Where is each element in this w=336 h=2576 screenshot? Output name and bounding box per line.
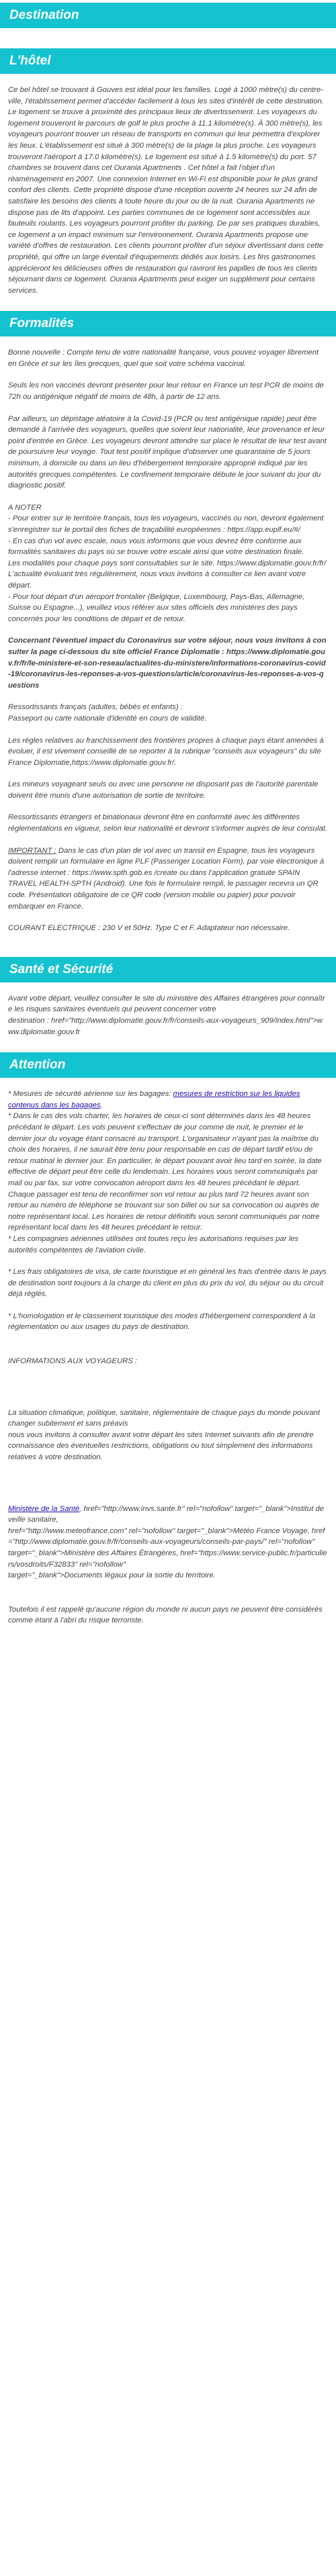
formalites-paragraph-2: Seuls les non vaccinés devront présenter pour leur retour en France un test PCR de moins de 72h ou antigénique négatif de moins de 48h, à partir de 12 ans. <box>8 381 324 402</box>
formalites-paragraph-7: Les règles relatives au franchissement des frontières propres à chaque pays étant amenées à évoluer, il est vivement conseillé de se reporter à la rubrique "conseils aux voyageurs" du site France Diplomatie,https://www.diplomatie.gouv.fr/. <box>8 736 324 767</box>
formalites-paragraph-8: Les mineurs voyageant seuls ou avec une personne ne disposant pas de l'autorité parentale doivent être munis d'une autorisation de sortie de territoire. <box>8 780 319 800</box>
attention-p6-rest: , href="http://www.invs.sante.fr" rel="nofollow" target="_blank">Institut de veille sanitaire, href="http://www.meteofrance.com" rel="nofollow" target="_blank">Météo France Voyage, href="http://www.diplomatie.gouv.fr/fr/conseils-aux-voyageurs/conseils-par-pays/" rel="nofollow" target="_blank">Ministère des Affaires Étrangères, href="https://www.service-public.fr/particuliers/vosdroits/F32833" rel="nofollow" target="_blank">Documents légaux pour la sortie du territoire. <box>8 1504 327 1580</box>
sante-heading: Santé et Sécurité <box>0 957 336 982</box>
formalites-paragraph-4: A NOTER - Pour entrer sur le territoire français, tous les voyageurs, vaccinés ou non, devront également s'enregistrer sur le portail des fiches de traçabilité européennes : https://app.euplf.eu/#/ - En cas d'un vol avec escale, nous vous informons que vous devrez être conforme aux formalités sanitaires du pays où se trouve votre escale ainsi que votre destination finale. Les modalités pour chaque pays sont consultables sur le site. https://www.diplomatie.gouv.fr/fr/ L'actualité évoluant très régulièrement, nous vous invitons à consulter ce lien avant votre départ. - Pour tout départ d'un aéroport frontalier (Belgique, Luxembourg, Pays-Bas, Allemagne, Suisse ou Espagne...), veuillez vous référer aux sites officiels des ministères des pays concernés pour les conditions de départ et de retour. <box>8 503 327 623</box>
attention-section <box>0 1089 336 1626</box>
formalites-paragraph-6: Ressortissants français (adultes, bébés et enfants) : Passeport ou carte nationale d'identité en cours de validité. <box>8 703 207 723</box>
liquid-restrictions-link[interactable]: mesures de restriction sur les liquides contenus dans les bagages <box>8 1090 300 1109</box>
hotel-description: Ce bel hôtel se trouvant à Gouves est idéal pour les familles. Logé à 1000 mètre(s) du centre-ville, l'établissement permet d'accéder facilement à tous les sites d'intérêt de cette destination. Le logement se trouve à proximité des principaux lieux de divertissement. Les voyageurs du logement trouveront le parcours de golf le plus proche à 11.1 kilomètre(s). À 300 mètre(s), les voyageurs pourront trouver un réseau de transports en commun qui leur permettra d'explorer les lieux. L'établissement est situé à 300 mètre(s) de la plage la plus proche. Les voyageurs trouveront l'aéroport à 17.0 kilomètre(s). Le logement est situé à 1.5 kilomètre(s) du port. 57 chambres se trouvent dans cet Ourania Apartments . Cet hôtel a fait l'objet d'un réaménagement en 2007. Une connexion Internet en Wi-Fi est disponible pour le plus grand confort des clients. Cette propriété dispose d'une réception ouverte 24 heures sur 24 afin de satisfaire les besoins des clients à toute heure du jour ou de la nuit. Ourania Apartments ne dispose pas de lits d'appoint. Les parties communes de ce logement sont accessibles aux fauteuils roulants. Les voyageurs pourront profiter du parking. De par ses pratiques durables, ce logement a un impact minimum sur l'environnement. Ourania Apartments propose une variété d'offres de restauration. Les clients pourront profiter d'un séjour divertissant dans cette propriété, qui offre un large éventail d'équipements dédiés aux loisirs. Les fins gastronomes apprécieront les délicieuses offres de restauration qui raviront les papilles de tous les clients séjournant dans ce logement. Ourania Apartments peut exiger un supplément pour certains services. <box>8 86 324 295</box>
formalites-paragraph-3: Par ailleurs, un dépistage aléatoire à la Covid-19 (PCR ou test antigénique rapide) peut être demandé à l'arrivée des voyageurs, quelles que soient leur nationalité, leur provenance et leur point d'entrée en Grèce. Les voyageurs devront attendre sur place le résultat de leur test avant de poursuivre leur voyage. Tout test positif implique d'observer une quarantaine de 5 jours minimum, à domicile ou dans un lieu d'hébergement temporaire approprié indiqué par les autorités grecques compétentes. Le confinement temporaire débute le jour suivant du jour du diagnostic positif. <box>8 414 327 490</box>
formalites-section <box>0 347 336 934</box>
attention-paragraph-3: * L'homologation et le classement touristique des modes d'hébergement correspondent à la réglementation ou aux usages du pays de destination. <box>8 1312 316 1332</box>
sante-section <box>0 993 336 1038</box>
hotel-heading: L'hôtel <box>0 48 336 74</box>
important-text: Dans le cas d'un plan de vol avec un transit en Espagne, tous les voyageurs doivent remplir un formulaire en ligne PLF (Passenger Location Form), par voie électronique à l'adresse internet : https://www.spth.gob.es /create ou dans l'application gratuite SPAIN TRAVEL HEALTH-SPTH (Android). Une fois le formulaire rempli, le passager recevra un QR code. Présentation obligatoire de ce QR code (version mobile ou papier) pour pouvoir embarquer en France. <box>8 846 325 911</box>
formalites-paragraph-1: Bonne nouvelle : Compte tenu de votre nationalité française, vous pouvez voyager librement en Grèce et sur les îles grecques, quel que soit votre schéma vaccinal. <box>8 349 319 368</box>
attention-p1-prefix: * Mesures de sécurité aérienne sur les bagages: <box>8 1090 173 1099</box>
ministere-sante-link[interactable]: Ministère de la Santé <box>8 1504 80 1513</box>
attention-paragraph-2: * Les frais obligatoires de visa, de carte touristique et en général les frais d'entrée dans le pays de destination sont toujours à la charge du client en plus du prix du vol, du séjour ou du circuit déjà réglés. <box>8 1268 327 1299</box>
formalites-coronavirus-paragraph: Concernant l'éventuel impact du Coronavirus sur votre séjour, nous vous invitons à consulter la page ci-dessous du site officiel France Diplomatie : https://www.diplomatie.gouv.fr/fr/le-ministere-et-son-reseau/actualites-du-ministere/informations-coronavirus-covid-19/coronavirus-les-reponses-a-vos-questions/article/coronavirus-les-reponses-a-vos-questions <box>8 637 327 690</box>
formalites-heading: Formalités <box>0 311 336 336</box>
attention-paragraph-7: Toutefois il est rappelé qu'aucune région du monde ni aucun pays ne peuvent être considérés comme étant à l'abri du risque terroriste. <box>8 1605 323 1625</box>
formalites-paragraph-9: Ressortissants étrangers et binationaux devront être en conformité avec les différentes réglementations en vigueur, selon leur nationalité et devront s'informer auprès de leur consulat. <box>8 813 328 833</box>
attention-p1-rest: . * Dans le cas des vols charter, les horaires de ceux-ci sont déterminés dans les 48 heures précédant le départ. Les vols peuvent s'effectuer de jour comme de nuit, le premier et le dernier jour du voyage étant consacré au transport. L'organisateur n'ayant pas la maîtrise du choix des horaires, il ne saurait être tenu pour responsable en cas de départ tardif et/ou de retour matinal le dernier jour. En particulier, le départ pouvant avoir lieu tard en soirée, la date effective de départ peut être celle du lendemain. Les horaires vous seront communiqués par mail ou par fax, sur votre convocation aéroport dans les 48 heures précédant le départ. Chaque passager est tenu de reconfirmer son vol retour au plus tard 72 heures avant son retour au numéro de téléphone se trouvant sur son billet ou sur sa convocation ou auprès de notre représentant local. Les horaires de retour définitifs vous seront communiqués par notre représentant local dans les 48 heures précédant le retour. * Les compagnies aériennes utilisées ont toutes reçu les autorisations requises par les autorités compétentes de l'aviation civile. <box>8 1101 322 1254</box>
sante-text: Avant votre départ, veuillez consulter le site du ministère des Affaires étrangères pour connaître les risques sanitaires éventuels qui peuvent concerner votre destination : href="http://www.diplomatie.gouv.fr/fr/conseils-aux-voyageurs_909/index.html">www.diplomatie.gouv.fr <box>8 994 325 1036</box>
attention-paragraph-4: INFORMATIONS AUX VOYAGEURS : <box>8 1357 138 1366</box>
page <box>0 3 336 1626</box>
destination-heading: Destination <box>0 3 336 28</box>
attention-paragraph-6 <box>8 1504 328 1581</box>
attention-heading: Attention <box>0 1052 336 1078</box>
formalites-electric-paragraph: COURANT ELECTRIQUE : 230 V et 50Hz. Type C et F. Adaptateur non nécessaire. <box>8 924 290 933</box>
formalites-important-paragraph <box>8 845 328 913</box>
hotel-section <box>0 85 336 296</box>
important-label: IMPORTANT : <box>8 846 56 855</box>
attention-paragraph-5: La situation climatique, politique, sanitaire, réglementaire de chaque pays du monde pouvant changer subitement et sans préavis nous vous invitons à consulter avant votre départ les sites Internet suivants afin de prendre connaissance des éventuelles restrictions, obligations ou tout simplement des informations relatives à votre destination. <box>8 1408 321 1462</box>
attention-paragraph-1 <box>8 1089 328 1256</box>
